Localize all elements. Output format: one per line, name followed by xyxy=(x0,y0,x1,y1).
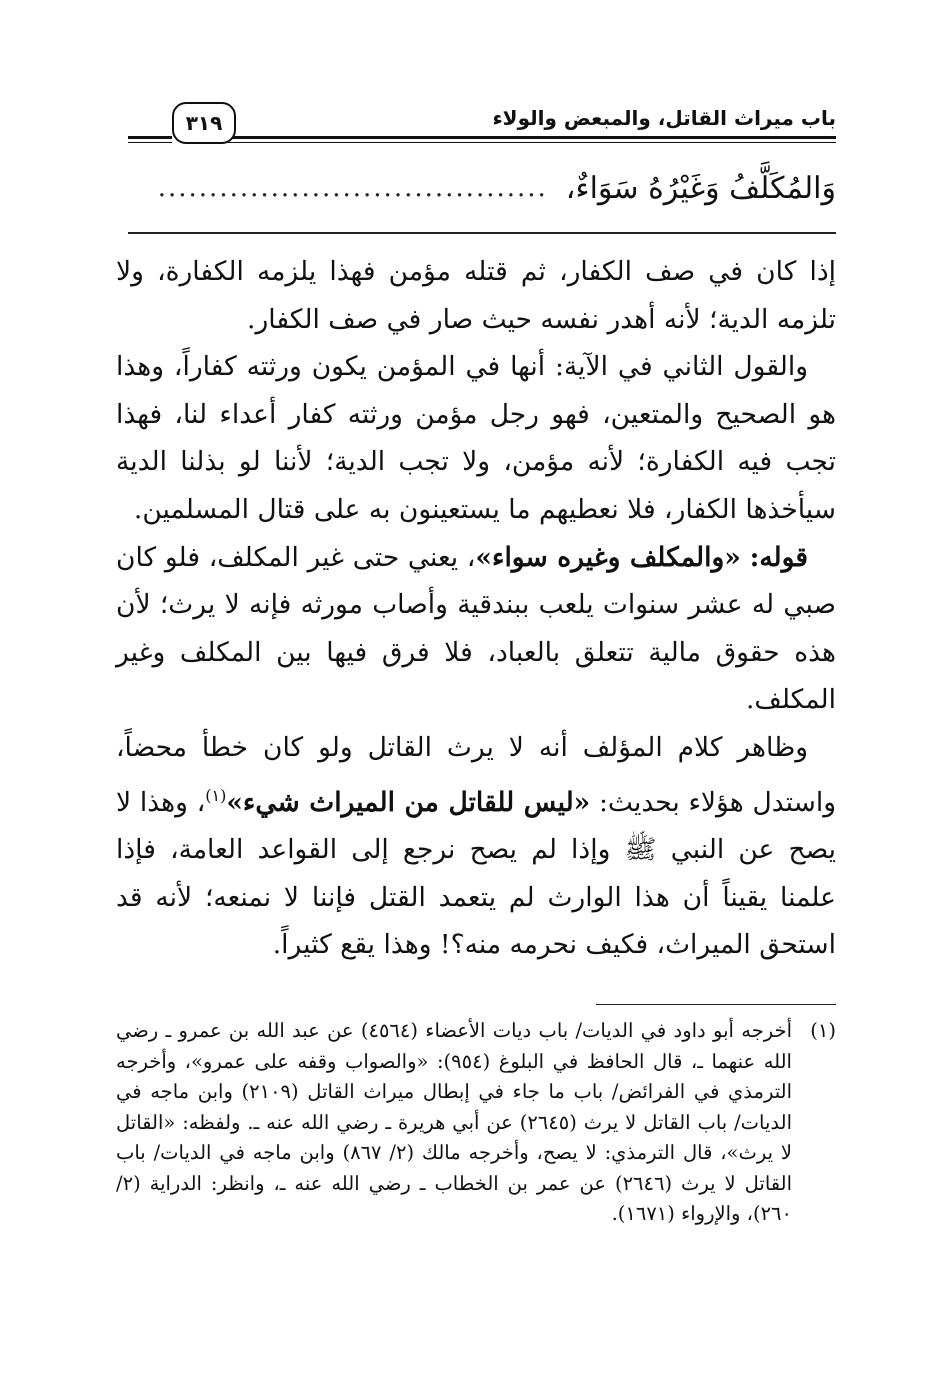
footnote-separator xyxy=(596,1004,836,1005)
header-rule-left xyxy=(128,136,172,139)
chapter-title: باب ميراث القاتل، والمبعض والولاء xyxy=(492,106,836,130)
matn-quote: «والمكلف وغيره سواء» xyxy=(475,541,741,573)
footnote-number: (١) xyxy=(810,1019,836,1042)
running-header xyxy=(128,96,836,148)
page-number: ٣١٩ xyxy=(172,102,236,144)
paragraph-1: إذا كان في صف الكفار، ثم قتله مؤمن فهذا يلزمه الكفارة، ولا تلزمه الدية؛ لأنه أهدر نفسه حيث صار في صف الكفار. xyxy=(116,256,836,335)
footnote-item xyxy=(116,1016,836,1230)
paragraph-4-start: وظاهر كلام المؤلف أنه لا يرث القاتل ولو كان خطأ محضاً، واستدل هؤلاء بحديث: xyxy=(116,731,837,818)
matn-divider xyxy=(128,232,836,234)
footnote-text: أخرجه أبو داود في الديات/ باب ديات الأعضاء (٤٥٦٤) عن عبد الله بن عمرو ـ رضي الله عنهما ـ، قال الحافظ في البلوغ (٩٥٤): «والصواب وقفه على عمرو»، وأخرجه الترمذي في الفرائض/ باب ما جاء في إبطال ميراث القاتل (٢١٠٩) وابن ماجه في الديات/ باب القاتل لا يرث (٢٦٤٥) عن أبي هريرة ـ رضي الله عنه ـ. ولفظه: «القاتل لا يرث»، قال الترمذي: لا يصح، وأخرجه مالك (٢/ ٨٦٧) وابن ماجه في الديات/ باب القاتل لا يرث (٢٦٤٦) عن عمر بن الخطاب ـ رضي الله عنه ـ، وانظر: الدراية (٢/ ٢٦٠)، والإرواء (١٦٧١). xyxy=(116,1019,792,1225)
matn-text: وَالمُكَلَّفُ وَغَيْرُهُ سَوَاءٌ، xyxy=(565,170,836,206)
commentary-body xyxy=(116,248,836,969)
paragraph-2: والقول الثاني في الآية: أنها في المؤمن يكون ورثته كفاراً، وهذا هو الصحيح والمتعين، فهو رجل مؤمن ورثته كفار أعداء لنا، فهذا تجب فيه الكفارة؛ لأنه مؤمن، ولا تجب الدية؛ لأننا لو بذلنا الدية سيأخذها الكفار، فلا نعطيهم ما يستعينون به على قتال المسلمين. xyxy=(116,351,836,525)
matn-line xyxy=(116,160,836,216)
paragraph-3-text: ، يعني حتى غير المكلف، فلو كان صبي له عشر سنوات يلعب ببندقية وأصاب مورثه فإنه لا يرث؛ لأن هذه حقوق مالية تتعلق بالعباد، فلا فرق فيها بين المكلف وغير المكلف. xyxy=(116,541,836,716)
hadith-quote: «ليس للقاتل من الميراث شيء» xyxy=(226,786,591,818)
header-rule xyxy=(228,136,836,139)
footnotes xyxy=(116,1016,836,1230)
paragraph-3 xyxy=(116,534,836,724)
footnote-reference: (١) xyxy=(205,785,227,805)
paragraph-4-end: ، وهذا لا يصح عن النبي ﷺ وإذا لم يصح نرجع إلى القواعد العامة، فإذا علمنا يقيناً أن هذا الوارث لم يتعمد القتل فإننا لا نمنعه؛ لأنه قد استحق الميراث، فكيف نحرمه منه؟! وهذا يقع كثيراً. xyxy=(116,786,836,961)
qawluhu-label: قوله: xyxy=(749,541,808,573)
matn-dots: ...................................... xyxy=(157,173,548,203)
paragraph-4 xyxy=(116,724,836,969)
